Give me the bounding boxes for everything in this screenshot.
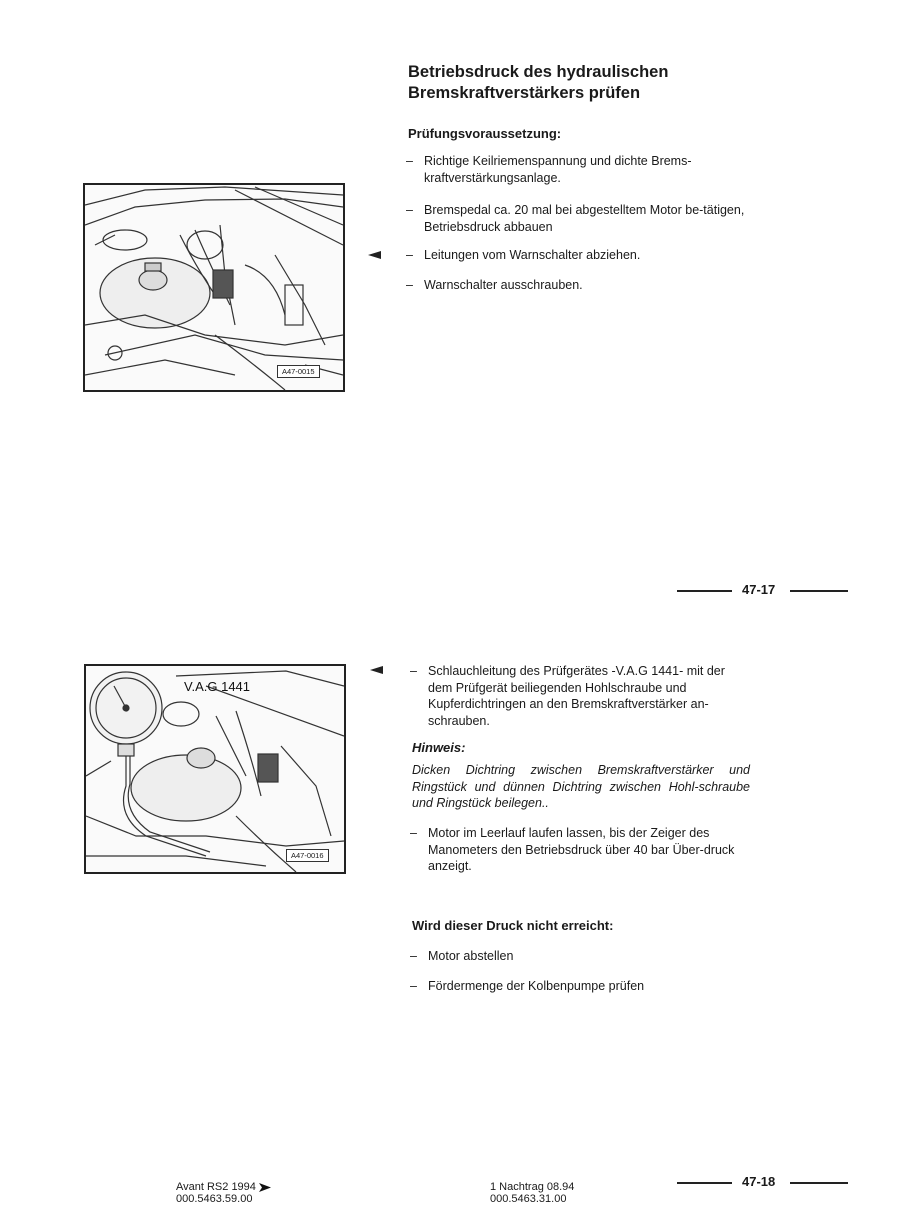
list-item-text: Richtige Keilriemenspannung und dichte Brems-kraftverstärkungsanlage. [424,154,692,185]
engine-bay-figure-2 [84,664,346,874]
list-item [406,202,751,235]
note-text: Dicken Dichtring zwischen Bremskraftverstärker und Ringstück und dünnen Dichtring zwischen Hohl-schraube und Ringstück beilegen.. [412,763,750,810]
dash: – [406,154,413,168]
list-item-text: Bremspedal ca. 20 mal bei abgestelltem Motor be-tätigen, Betriebsdruck abbauen [424,203,745,234]
list-item [410,948,750,965]
page-title: Betriebsdruck des hydraulischen Bremskraftverstärkers prüfen [408,63,669,102]
list-item-text: Leitungen vom Warnschalter abziehen. [424,248,641,262]
pressure-gauge-drawing [86,666,344,872]
page-number: 47-18 [742,1174,776,1189]
footer-model: Avant RS2 1994 [176,1181,256,1193]
prerequisite-heading: Prüfungsvoraussetzung: [408,126,562,141]
condition-heading: Wird dieser Druck nicht erreicht: [412,918,614,933]
list-item-text: Warnschalter ausschrauben. [424,278,583,292]
dash: – [406,203,413,217]
figure-label: V.A.G 1441 [184,679,251,694]
footer-left [176,1181,271,1205]
list-item [410,825,750,875]
page-number: 47-17 [742,582,776,597]
page-number-rule [677,590,732,592]
footer-supplement: 1 Nachtrag 08.94 [490,1181,575,1193]
engine-bay-figure-1 [83,183,345,392]
note-title: Hinweis: [412,740,466,755]
page-number-rule [790,1182,848,1184]
footer-doc-number: 000.5463.59.00 [176,1193,253,1205]
list-item-text: Motor abstellen [428,949,514,963]
figure-code: A47-0016 [286,849,329,862]
list-item-text: Fördermenge der Kolbenpumpe prüfen [428,979,645,993]
list-item-text: Motor im Leerlauf laufen lassen, bis der Zeiger des Manometers den Betriebsdruck über 40 bar Über-druck anzeigt. [428,826,735,873]
footer-center [490,1181,574,1205]
dash: – [410,664,417,678]
page-number-rule [790,590,848,592]
dash: – [410,979,417,993]
left-pointer-arrow-icon [368,251,381,259]
dash: – [406,278,413,292]
dash: – [410,826,417,840]
list-item [406,277,751,294]
dash: – [406,248,413,262]
list-item [406,153,751,186]
left-pointer-arrow-icon [370,666,383,674]
footer-supplement-number: 000.5463.31.00 [490,1193,567,1205]
figure-code: A47-0015 [277,365,320,378]
page-number-rule [677,1182,732,1184]
list-item [410,978,750,995]
dash: – [410,949,417,963]
list-item-text: Schlauchleitung des Prüfgerätes -V.A.G 1441- mit der dem Prüfgerät beiliegenden Hohlschraube und Kupferdichtringen an den Bremskraftverstärker an-schrauben. [428,664,725,728]
list-item [406,247,751,264]
list-item [410,663,750,729]
engine-bay-drawing [85,185,343,390]
right-arrow-icon [259,1183,271,1192]
